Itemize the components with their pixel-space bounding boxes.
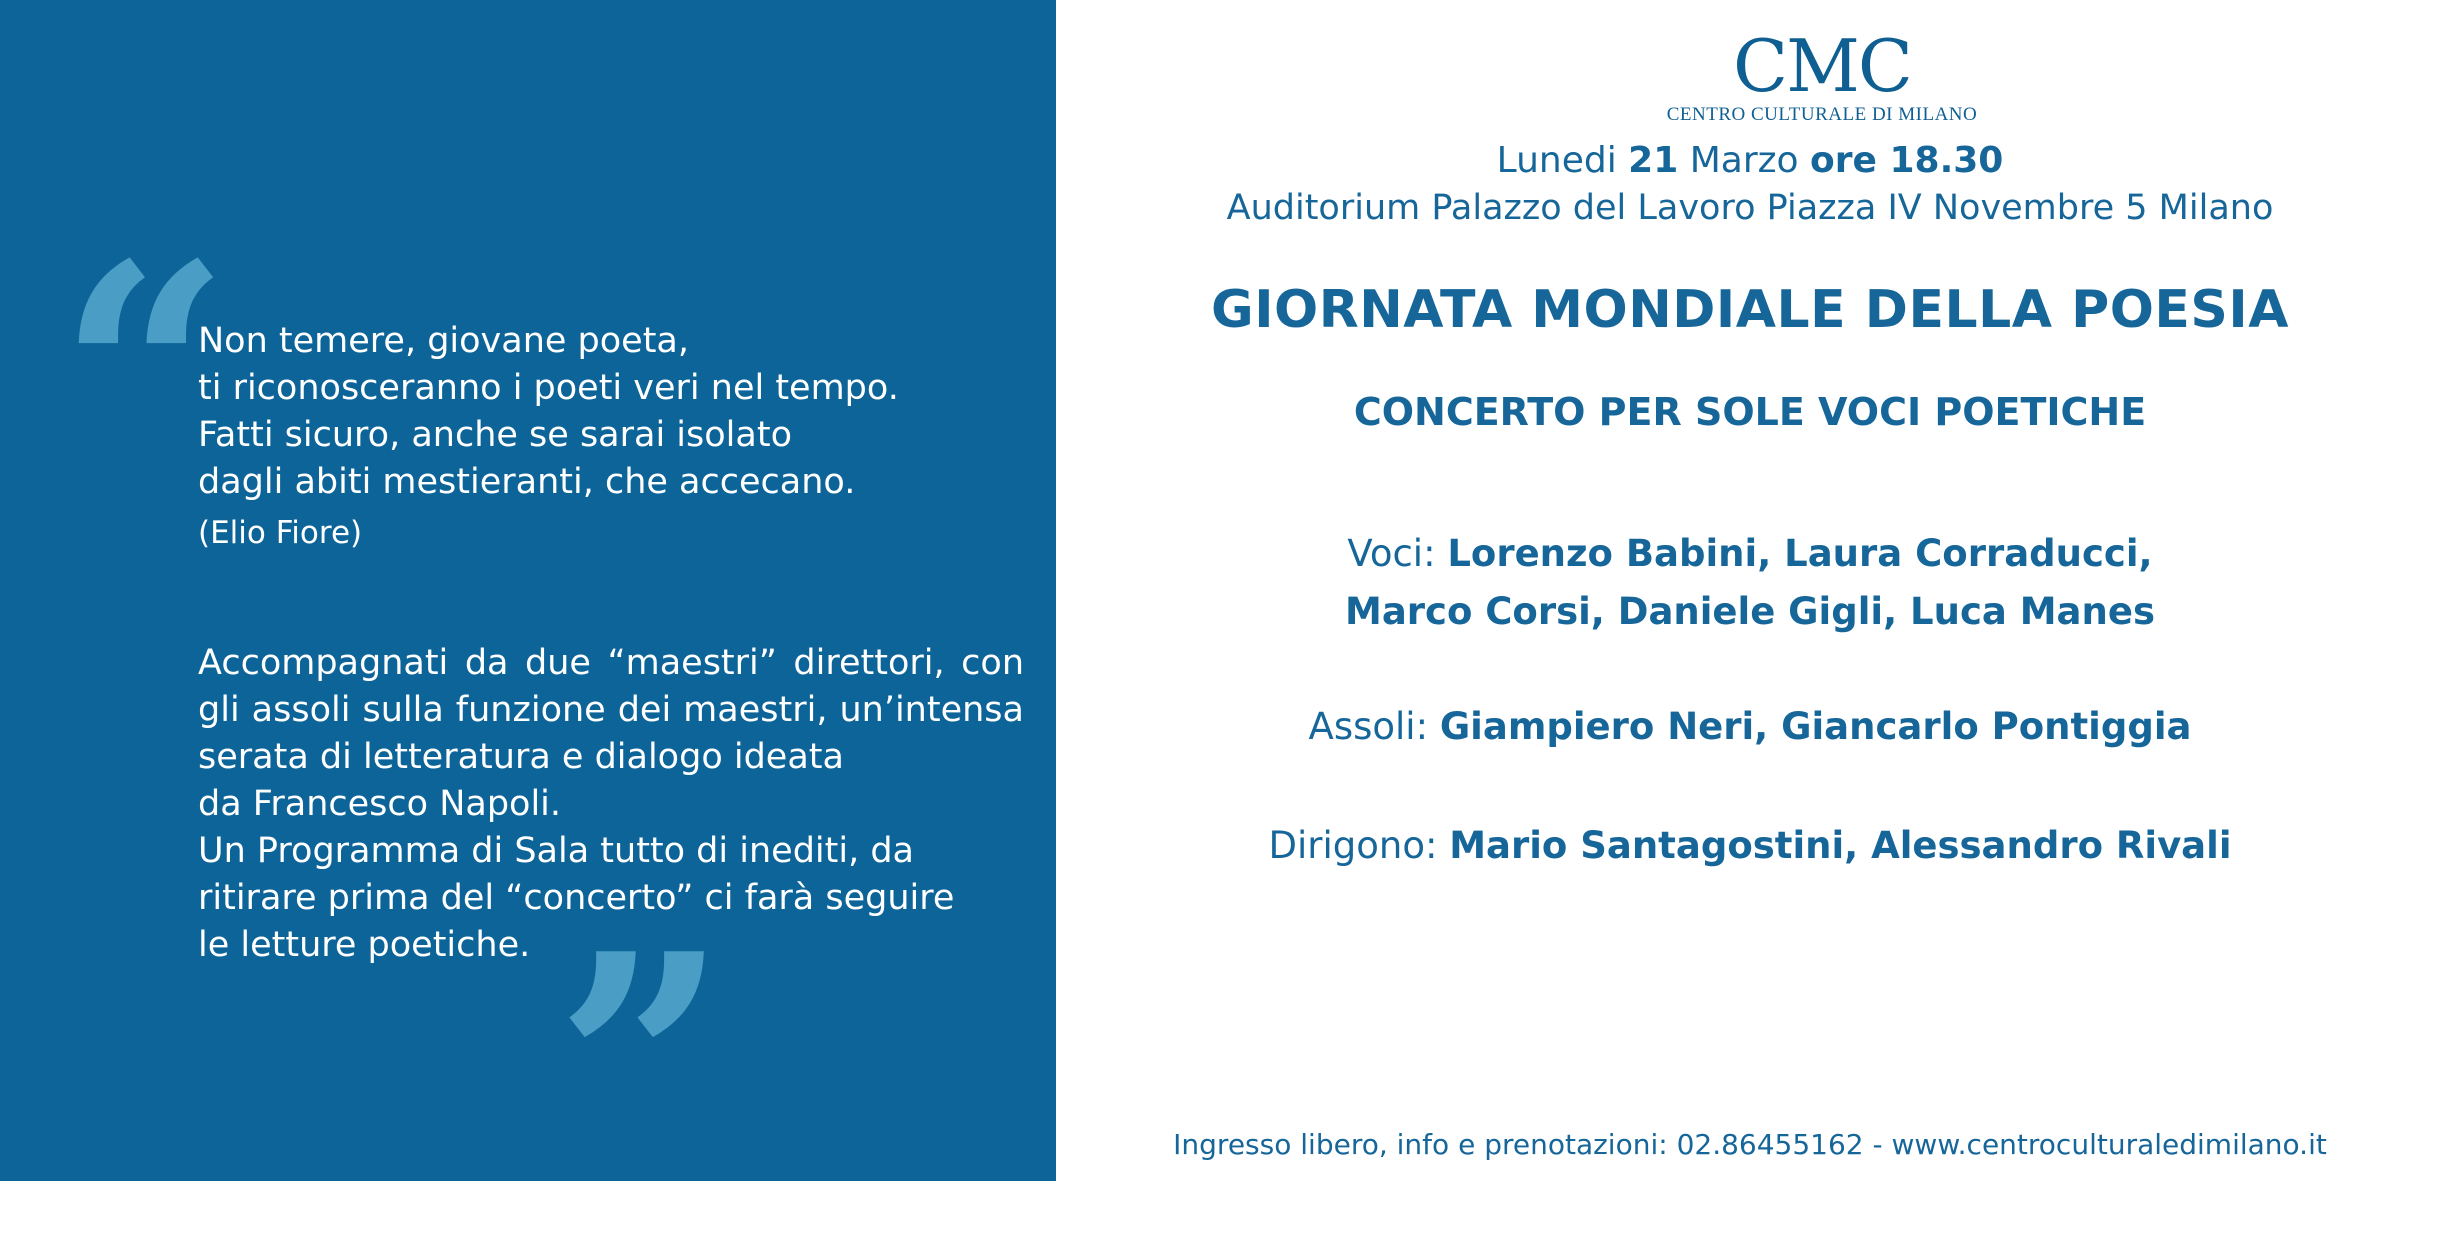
- description-line: Accompagnati da due “maestri” direttori, con: [198, 643, 1024, 683]
- logo-subtitle: CENTRO CULTURALE DI MILANO: [1666, 104, 1978, 125]
- poem-line: dagli abiti mestieranti, che accecano.: [198, 462, 856, 502]
- event-date-number: 21: [1628, 140, 1679, 181]
- description-line: serata di letteratura e dialogo ideata: [198, 737, 844, 777]
- description-line: Un Programma di Sala tutto di inediti, da: [198, 831, 914, 871]
- event-info: [1056, 0, 2444, 1181]
- poem-author: (Elio Fiore): [198, 515, 363, 551]
- event-month: Marzo: [1689, 140, 1799, 181]
- dirigono-line: [1056, 824, 2444, 867]
- voci-label: Voci:: [1347, 532, 1436, 575]
- event-subtitle: CONCERTO PER SOLE VOCI POETICHE: [1353, 390, 2147, 434]
- assoli-names: Giampiero Neri, Giancarlo Pontiggia: [1439, 705, 2192, 748]
- description-line: ritirare prima del “concerto” ci farà seguire: [198, 878, 955, 918]
- assoli-label: Assoli:: [1308, 705, 1429, 748]
- footer-info: Ingresso libero, info e prenotazioni: 02.86455162 - www.centroculturaledimilano.it: [1173, 1128, 2327, 1161]
- cmc-logo: [1652, 24, 1992, 126]
- event-date: [1056, 140, 2444, 181]
- voci-line-1: [1056, 532, 2444, 575]
- poem-line: Non temere, giovane poeta,: [198, 321, 690, 361]
- voci-names: Lorenzo Babini, Laura Corraducci,: [1447, 532, 2153, 575]
- open-quote-icon: “: [58, 198, 231, 551]
- event-day: Lunedi: [1496, 140, 1617, 181]
- poem-quote: [198, 318, 1028, 557]
- poem-line: ti riconosceranno i poeti veri nel tempo.: [198, 368, 899, 408]
- dirigono-names: Mario Santagostini, Alessandro Rivali: [1449, 824, 2232, 867]
- voci-line-2: Marco Corsi, Daniele Gigli, Luca Manes: [1345, 590, 2155, 633]
- logo-mark: CMC: [1733, 24, 1911, 108]
- event-time: ore 18.30: [1810, 140, 2004, 181]
- dirigono-label: Dirigono:: [1268, 824, 1438, 867]
- poem-line: Fatti sicuro, anche se sarai isolato: [198, 415, 792, 455]
- description-line: le letture poetiche.: [198, 925, 531, 965]
- event-title: GIORNATA MONDIALE DELLA POESIA: [1211, 280, 2289, 340]
- event-venue: Auditorium Palazzo del Lavoro Piazza IV Novembre 5 Milano: [1226, 188, 2274, 228]
- quote-panel: [0, 0, 1056, 1241]
- description-line: da Francesco Napoli.: [198, 784, 562, 824]
- close-quote-icon: ”: [555, 888, 728, 1241]
- assoli-line: [1056, 705, 2444, 748]
- description-line: gli assoli sulla funzione dei maestri, un’intensa: [198, 690, 1024, 730]
